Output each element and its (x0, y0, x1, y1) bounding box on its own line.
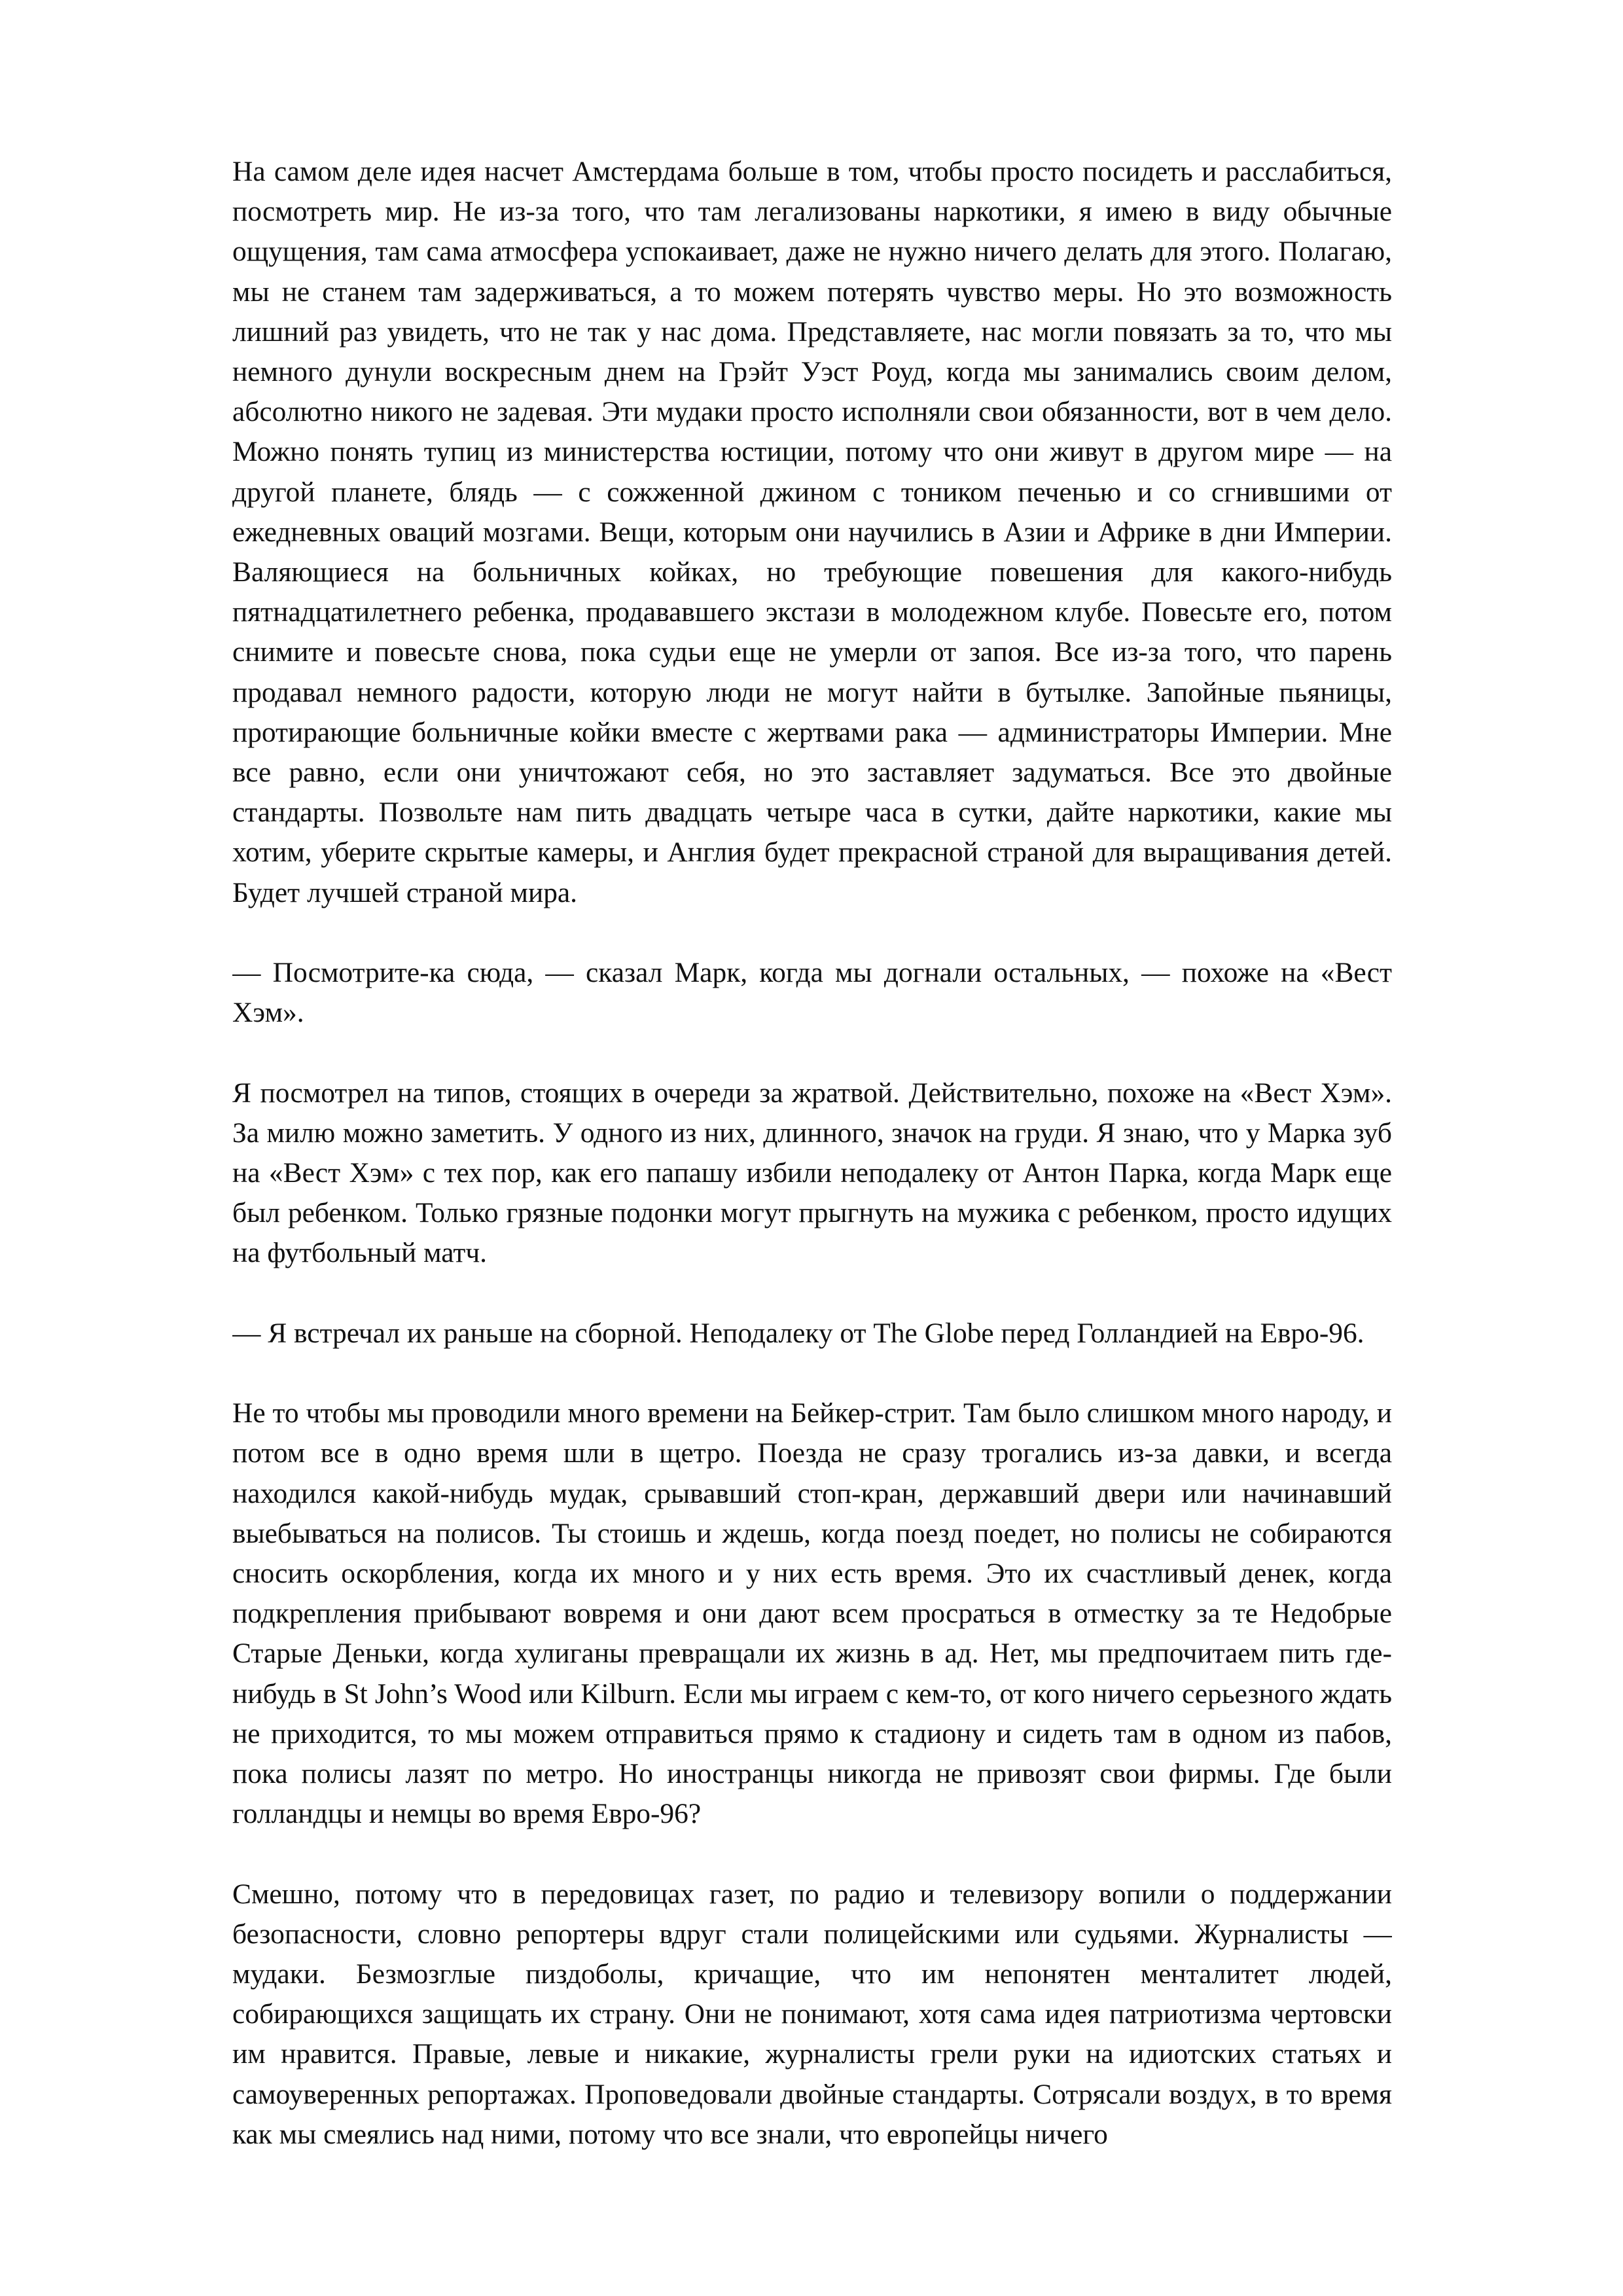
paragraph-journalists: Смешно, потому что в передовицах газет, по радио и телевизору вопили о поддержании безопасности, словно репортеры вдруг стали полицейскими или судьями. Журналисты — мудаки. Безмозглые пиздоболы, кричащие, что им непонятен менталитет людей, собирающихся защищать их страну. Они не понимают, хотя сама идея патриотизма чертовски им нравится. Правые, левые и никакие, журналисты грели руки на идиотских статьях и самоуверенных репортажах. Проповедовали двойные стандарты. Сотрясали воздух, в то время как мы смеялись над ними, потому что все знали, что европейцы ничего (232, 1878, 1392, 2150)
paragraph-euro96-remark: — Я встречал их раньше на сборной. Неподалеку от The Globe перед Голландией на Евро-96. (232, 1317, 1364, 1349)
paragraph-amsterdam: На самом деле идея насчет Амстердама больше в том, чтобы просто посидеть и расслабиться, посмотреть мир. Не из-за того, что там легализованы наркотики, я имею в виду обычные ощущения, там сама атмосфера успокаивает, даже не нужно ничего делать для этого. Полагаю, мы не станем там задерживаться, а то можем потерять чувство меры. Но это возможность лишний раз увидеть, что не так у нас дома. Представляете, нас могли повязать за то, что мы немного дунули воскресным днем на Грэйт Уэст Роуд, когда мы занимались своим делом, абсолютно никого не задевая. Эти мудаки просто исполняли свои обязанности, вот в чем дело. Можно понять тупиц из министерства юстиции, потому что они живут в другом мире — на другой планете, блядь — с сожженной джином с тоником печенью и со сгнившими от ежедневных оваций мозгами. Вещи, которым они научились в Азии и Африке в дни Империи. Валяющиеся на больничных койках, но требующие повешения для какого-нибудь пятнадцатилетнего ребенка, продававшего экстази в молодежном клубе. Повесьте его, потом снимите и повесьте снова, пока судьи еще не умерли от запоя. Все из-за того, что парень продавал немного радости, которую люди не могут найти в бутылке. Запойные пьяницы, протирающие больничные койки вместе с жертвами рака — администраторы Империи. Мне все равно, если они уничтожают себя, но это заставляет задуматься. Все это двойные стандарты. Позвольте нам пить двадцать четыре часа в сутки, дайте наркотики, какие мы хотим, уберите скрытые камеры, и Англия будет прекрасной страной для выращивания детей. Будет лучшей страной мира. (232, 156, 1392, 908)
paragraph-west-ham-queue: Я посмотрел на типов, стоящих в очереди за жратвой. Действительно, похоже на «Вест Хэм». За милю можно заметить. У одного из них, длинного, значок на груди. Я знаю, что у Марка зуб на «Вест Хэм» с тех пор, как его папашу избили неподалеку от Антон Парка, когда Марк еще был ребенком. Только грязные подонки могут прыгнуть на мужика с ребенком, просто идущих на футбольный матч. (232, 1077, 1392, 1269)
paragraph-baker-street: Не то чтобы мы проводили много времени на Бейкер-стрит. Там было слишком много народу, и потом все в одно время шли в щетро. Поезда не сразу трогались из-за давки, и всегда находился какой-нибудь мудак, срывавший стоп-кран, державший двери или начинавший выебываться на полисов. Ты стоишь и ждешь, когда поезд поедет, но полисы не собираются сносить оскорбления, когда их много и у них есть время. Это их счастливый денек, когда подкрепления прибывают вовремя и они дают всем просраться в отместку за те Недобрые Старые Деньки, когда хулиганы превращали их жизнь в ад. Нет, мы предпочитаем пить где-нибудь в St John’s Wood или Kilburn. Если мы играем с кем-то, от кого ничего серьезного ждать не приходится, то мы можем отправиться прямо к стадиону и сидеть там в одном из пабов, пока полисы лазят по метро. Но иностранцы никогда не привозят свои фирмы. Где были голландцы и немцы во время Евро-96? (232, 1397, 1392, 1830)
paragraph-mark-remark: — Посмотрите-ка сюда, — сказал Марк, когда мы догнали остальных, — похоже на «Вест Хэм». (232, 957, 1392, 1029)
document-page (232, 152, 1392, 2259)
